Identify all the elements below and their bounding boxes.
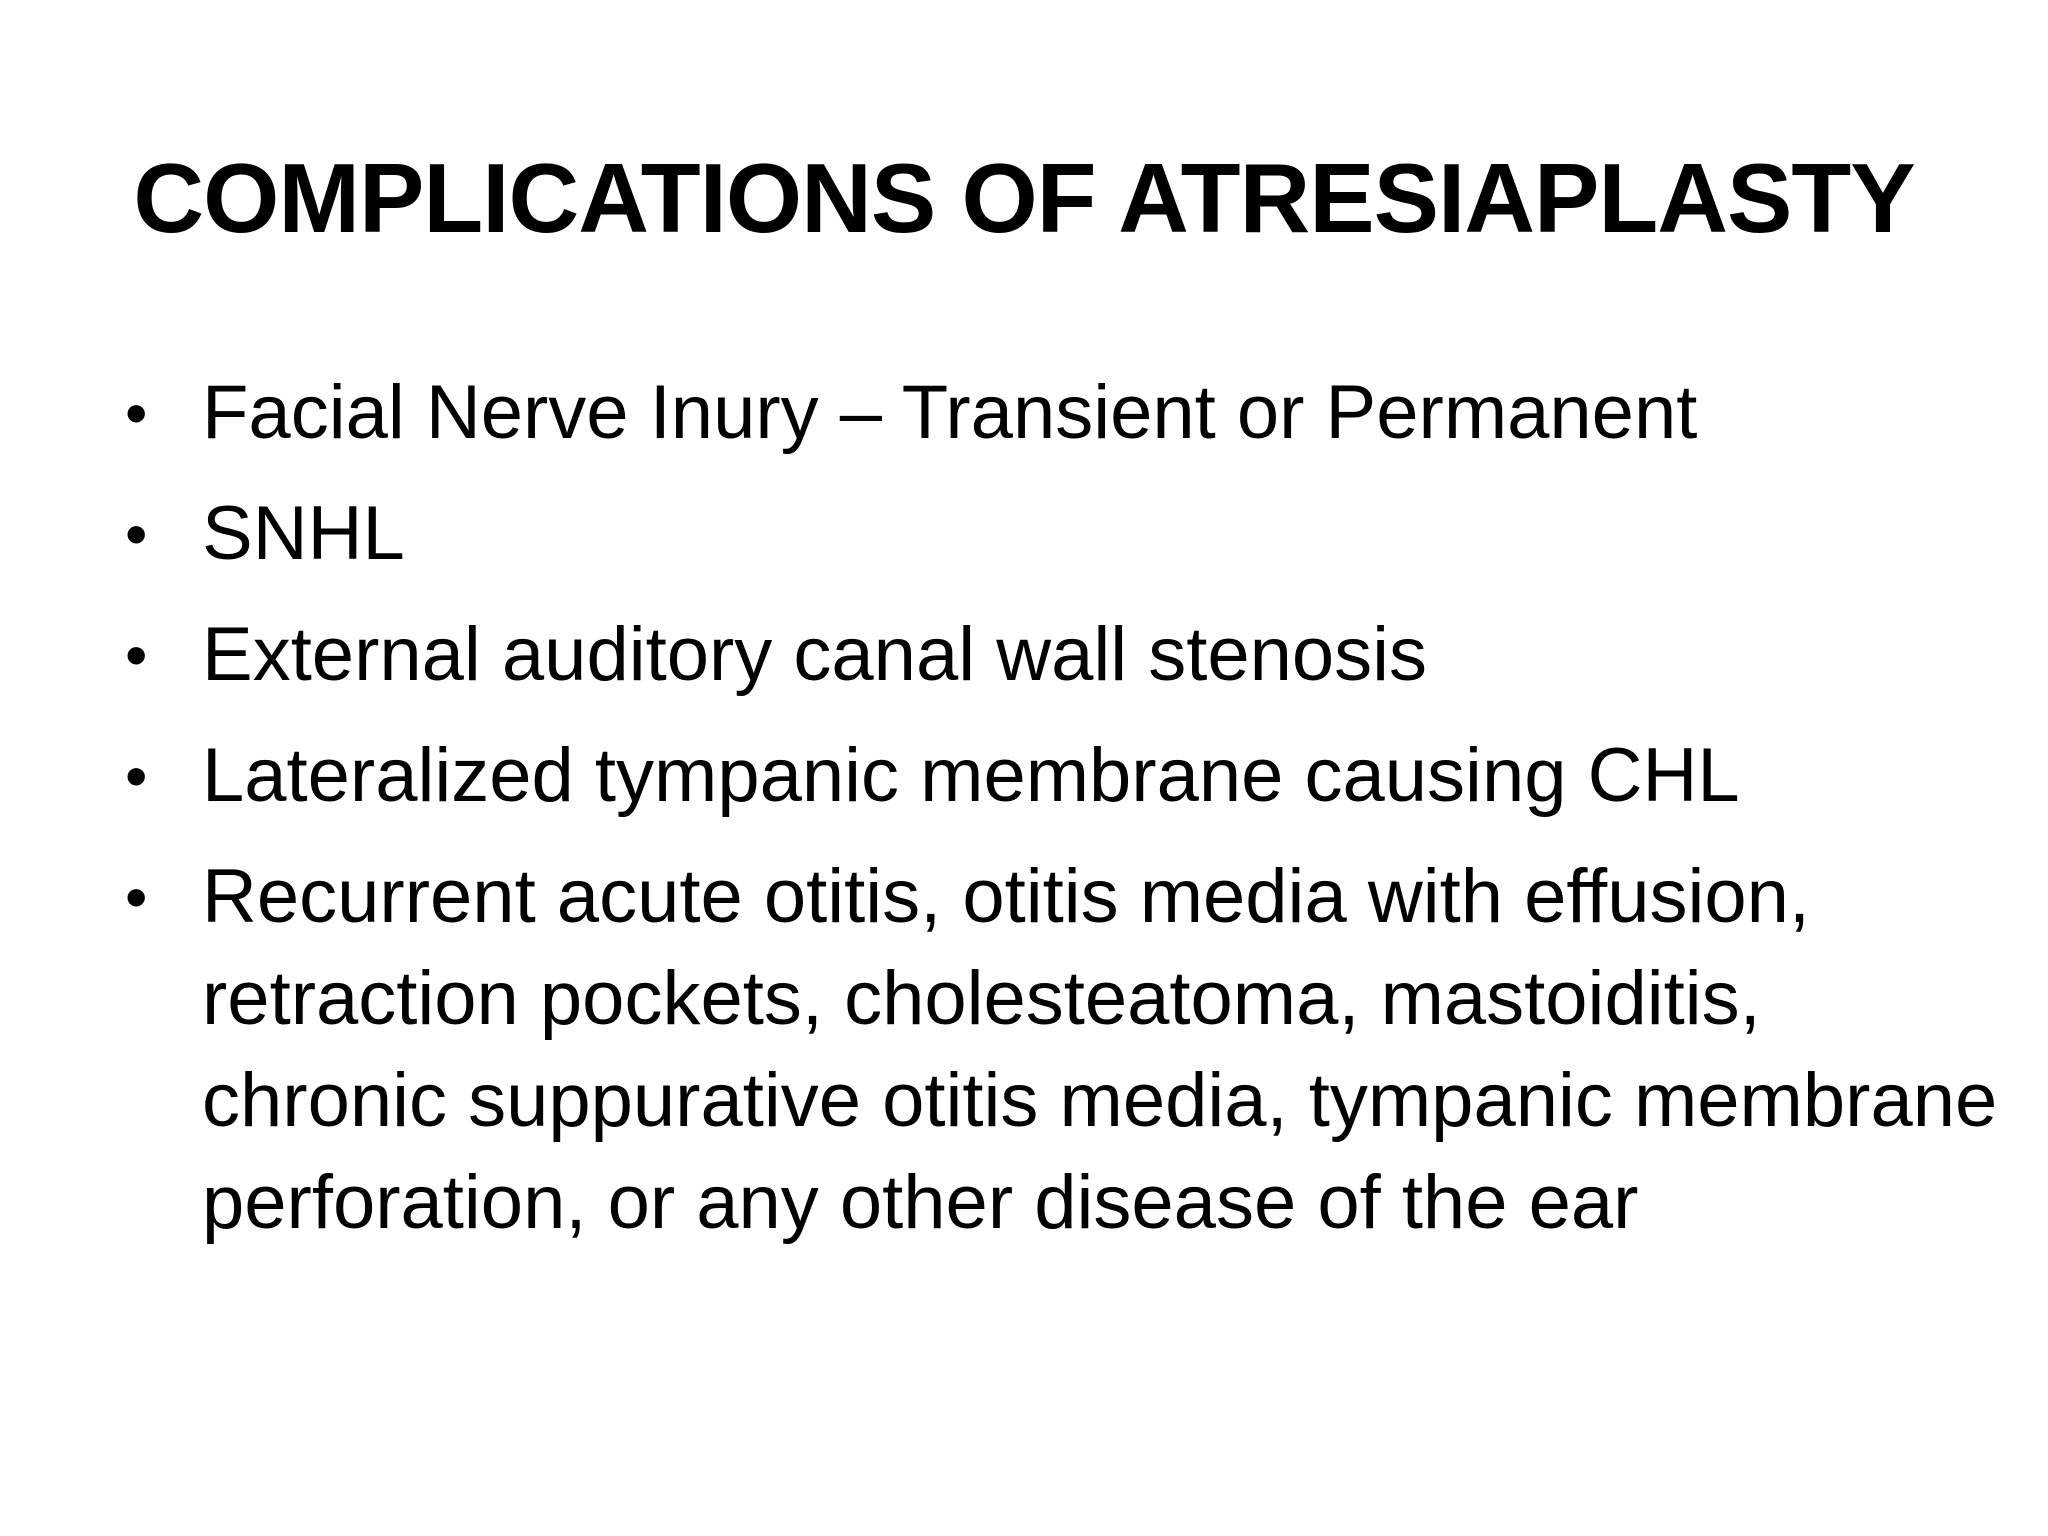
bullet-item-lateralized-tm <box>125 725 2005 827</box>
bullet-text: SNHL <box>202 491 405 576</box>
bullet-list <box>125 362 2005 1273</box>
bullet-icon: • <box>125 619 148 691</box>
bullet-icon: • <box>125 740 148 812</box>
bullet-item-canal-stenosis <box>125 604 2005 706</box>
bullet-text: Facial Nerve Inury – Transient or Permanent <box>202 370 1698 455</box>
bullet-item-snhl <box>125 483 2005 585</box>
bullet-icon: • <box>125 377 148 449</box>
bullet-item-facial-nerve-injury <box>125 362 2005 464</box>
bullet-text: Recurrent acute otitis, otitis media with effusion, retraction pockets, cholesteatoma, mastoiditis, chronic suppurative otitis media, tympanic membrane perforation, or any other disease of the ear <box>202 854 1998 1245</box>
bullet-text: Lateralized tympanic membrane causing CHL <box>202 733 1740 818</box>
bullet-text: External auditory canal wall stenosis <box>202 612 1428 697</box>
bullet-icon: • <box>125 498 148 570</box>
slide-title: COMPLICATIONS OF ATRESIAPLASTY <box>133 143 1915 253</box>
bullet-icon: • <box>125 861 148 933</box>
bullet-item-recurrent-otitis <box>125 846 2005 1254</box>
